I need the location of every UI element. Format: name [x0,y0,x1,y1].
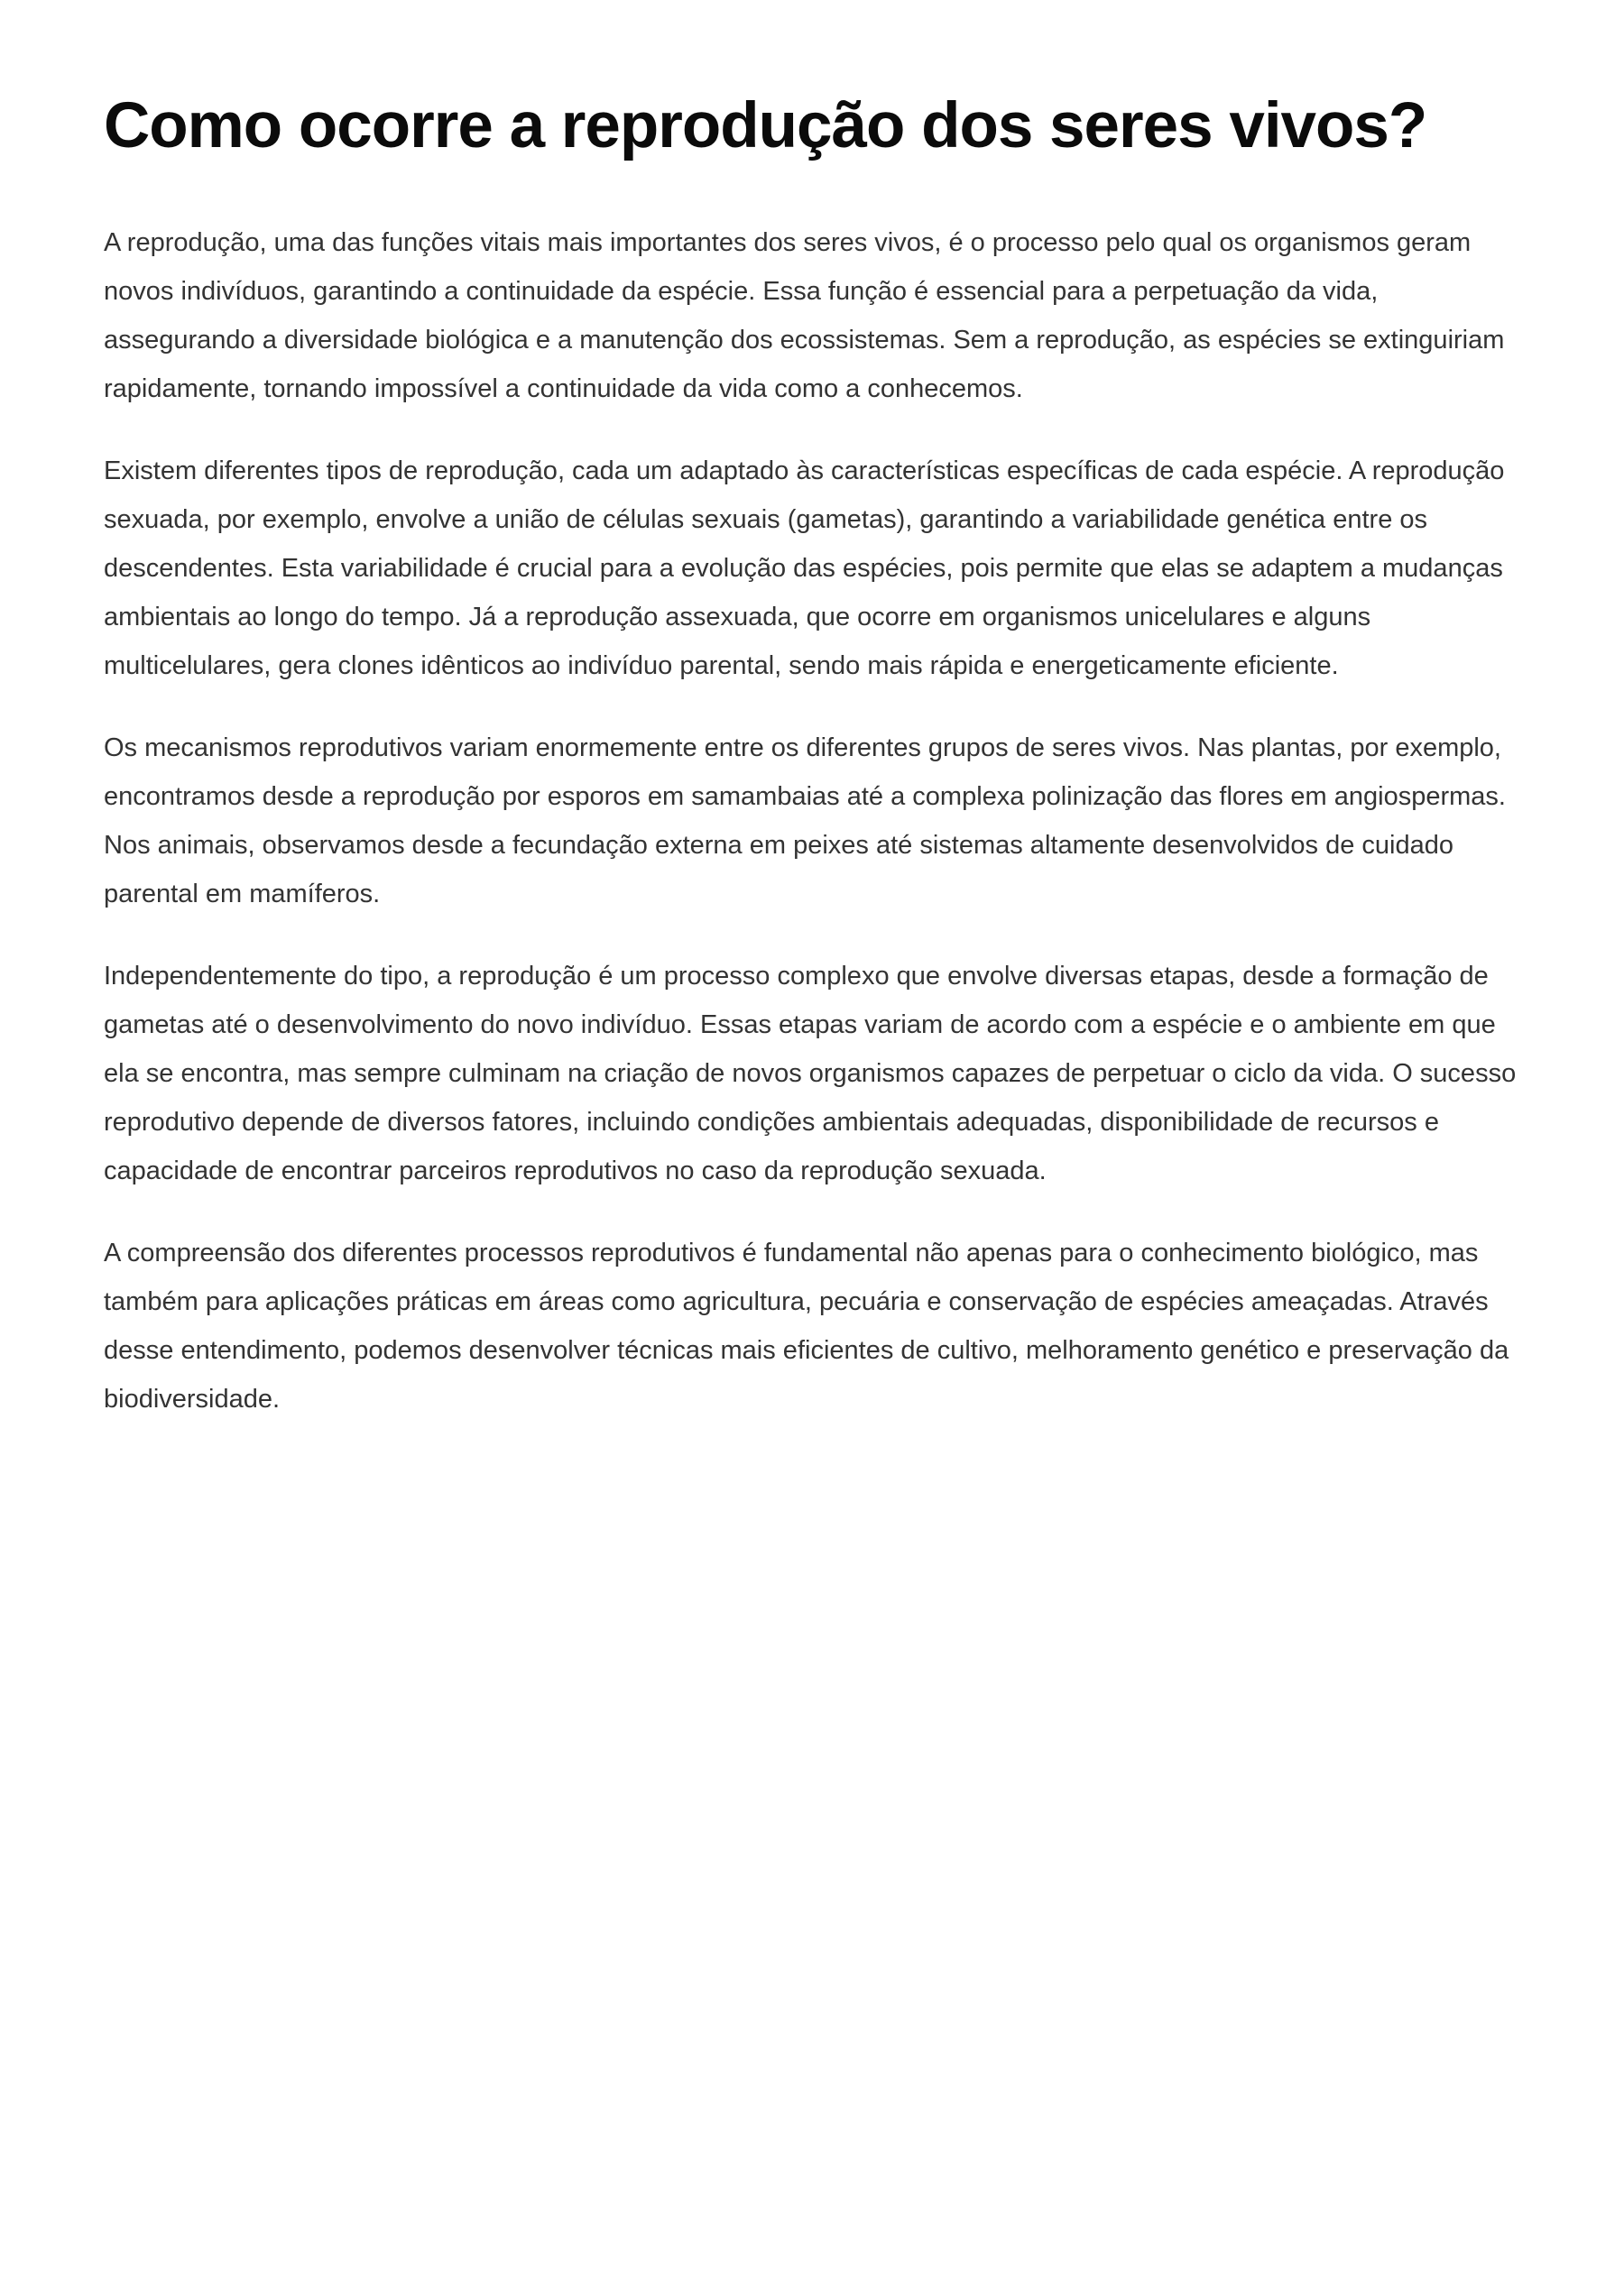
paragraph-mecanismos-reprodutivos: Os mecanismos reprodutivos variam enormemente entre os diferentes grupos de seres vivos. Nas plantas, por exemplo, encontramos desde a reprodução por esporos em samambaias até a complexa polinização das flores em angiospermas. Nos animais, observamos desde a fecundação externa em peixes até sistemas altamente desenvolvidos de cuidado parental em mamíferos. [104,733,1506,908]
article [104,88,1520,1424]
paragraph-tipos-de-reproducao: Existem diferentes tipos de reprodução, cada um adaptado às características específicas de cada espécie. A reprodução sexuada, por exemplo, envolve a união de células sexuais (gametas), garantindo a variabilidade genética entre os descendentes. Esta variabilidade é crucial para a evolução das espécies, pois permite que elas se adaptem a mudanças ambientais ao longo do tempo. Já a reprodução assexuada, que ocorre em organismos unicelulares e alguns multicelulares, gera clones idênticos ao indivíduo parental, sendo mais rápida e energeticamente eficiente. [104,456,1505,680]
paragraph-compreensao-e-aplicacoes: A compreensão dos diferentes processos reprodutivos é fundamental não apenas para o conhecimento biológico, mas também para aplicações práticas em áreas como agricultura, pecuária e conservação de espécies ameaçadas. Através desse entendimento, podemos desenvolver técnicas mais eficientes de cultivo, melhoramento genético e preservação da biodiversidade. [104,1238,1509,1414]
paragraph-intro: A reprodução, uma das funções vitais mais importantes dos seres vivos, é o processo pelo qual os organismos geram novos indivíduos, garantindo a continuidade da espécie. Essa função é essencial para a perpetuação da vida, assegurando a diversidade biológica e a manutenção dos ecossistemas. Sem a reprodução, as espécies se extinguiriam rapidamente, tornando impossível a continuidade da vida como a conhecemos. [104,228,1505,404]
paragraph-etapas-do-processo: Independentemente do tipo, a reprodução é um processo complexo que envolve diversas etapas, desde a formação de gametas até o desenvolvimento do novo indivíduo. Essas etapas variam de acordo com a espécie e o ambiente em que ela se encontra, mas sempre culminam na criação de novos organismos capazes de perpetuar o ciclo da vida. O sucesso reprodutivo depende de diversos fatores, incluindo condições ambientais adequadas, disponibilidade de recursos e capacidade de encontrar parceiros reprodutivos no caso da reprodução sexuada. [104,961,1517,1185]
page-title: Como ocorre a reprodução dos seres vivos? [104,90,1427,161]
